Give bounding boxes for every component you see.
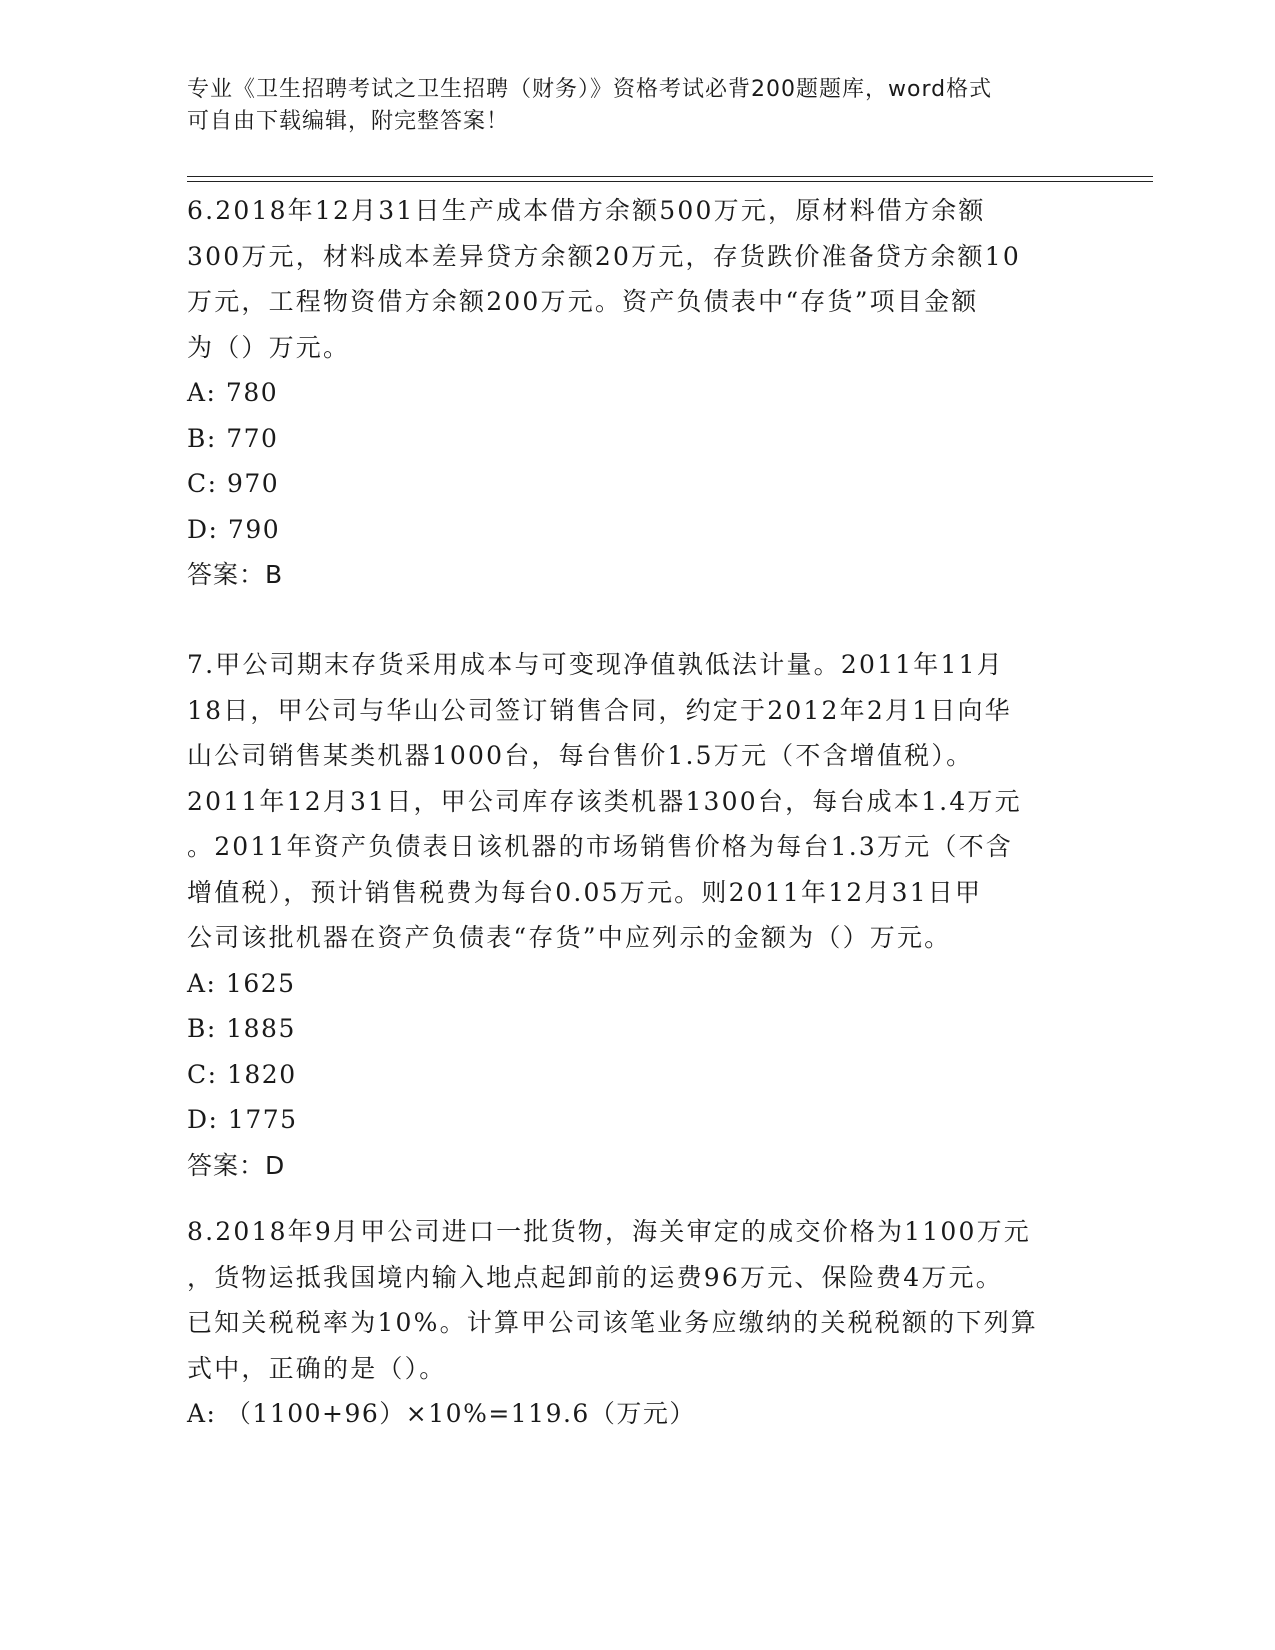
- question-stem-line: 2011年12月31日，甲公司库存该类机器1300台，每台成本1.4万元: [187, 786, 1022, 816]
- question-stem-line: 山公司销售某类机器1000台，每台售价1.5万元（不含增值税）。: [187, 741, 974, 770]
- option-a: A: 1625: [187, 968, 296, 998]
- question-stem-line: 增值税），预计销售税费为每台0.05万元。则2011年12月31日甲: [187, 877, 983, 907]
- question-8: [187, 1209, 1087, 1437]
- header-line-2: 可自由下载编辑，附完整答案！: [187, 109, 510, 134]
- option-b: B: 770: [187, 423, 279, 453]
- question-stem-line: 式中，正确的是（）。: [187, 1353, 447, 1383]
- question-stem-line: 18日，甲公司与华山公司签订销售合同，约定于2012年2月1日向华: [187, 695, 1012, 725]
- question-stem-line: 公司该批机器在资产负债表“存货”中应列示的金额为（）万元。: [187, 923, 952, 952]
- question-6: [187, 188, 1087, 598]
- option-d: D: 790: [187, 514, 281, 544]
- question-stem-line: 7.甲公司期末存货采用成本与可变现净值孰低法计量。2011年11月: [187, 650, 1004, 679]
- question-stem-line: 。2011年资产负债表日该机器的市场销售价格为每台1.3万元（不含: [187, 832, 1013, 861]
- option-c: C: 970: [187, 469, 280, 498]
- document-header: [187, 74, 1067, 138]
- option-c: C: 1820: [187, 1059, 297, 1089]
- header-line-1: 专业《卫生招聘考试之卫生招聘（财务）》资格考试必背200题题库，word格式: [187, 77, 993, 102]
- question-stem-line: 万元，工程物资借方余额200万元。资产负债表中“存货”项目金额: [187, 287, 979, 316]
- option-a: A: （1100+96）×10%=119.6（万元）: [187, 1399, 696, 1428]
- question-stem-line: 8.2018年9月甲公司进口一批货物，海关审定的成交价格为1100万元: [187, 1217, 1032, 1246]
- option-d: D: 1775: [187, 1105, 298, 1134]
- question-stem-line: ，货物运抵我国境内输入地点起卸前的运费96万元、保险费4万元。: [187, 1262, 1003, 1292]
- question-7: [187, 642, 1087, 1188]
- header-divider-bottom: [187, 181, 1153, 182]
- answer-line: 答案：D: [187, 1150, 286, 1180]
- header-divider-top: [187, 176, 1153, 177]
- option-a: A: 780: [187, 378, 279, 407]
- question-stem-line: 为（）万元。: [187, 332, 351, 362]
- question-stem-line: 300万元，材料成本差异贷方余额20万元，存货跌价准备贷方余额10: [187, 241, 1021, 271]
- question-stem-line: 已知关税税率为10%。计算甲公司该笔业务应缴纳的关税税额的下列算: [187, 1308, 1038, 1337]
- answer-line: 答案：B: [187, 560, 284, 589]
- option-b: B: 1885: [187, 1014, 296, 1043]
- question-stem-line: 6.2018年12月31日生产成本借方余额500万元，原材料借方余额: [187, 196, 986, 225]
